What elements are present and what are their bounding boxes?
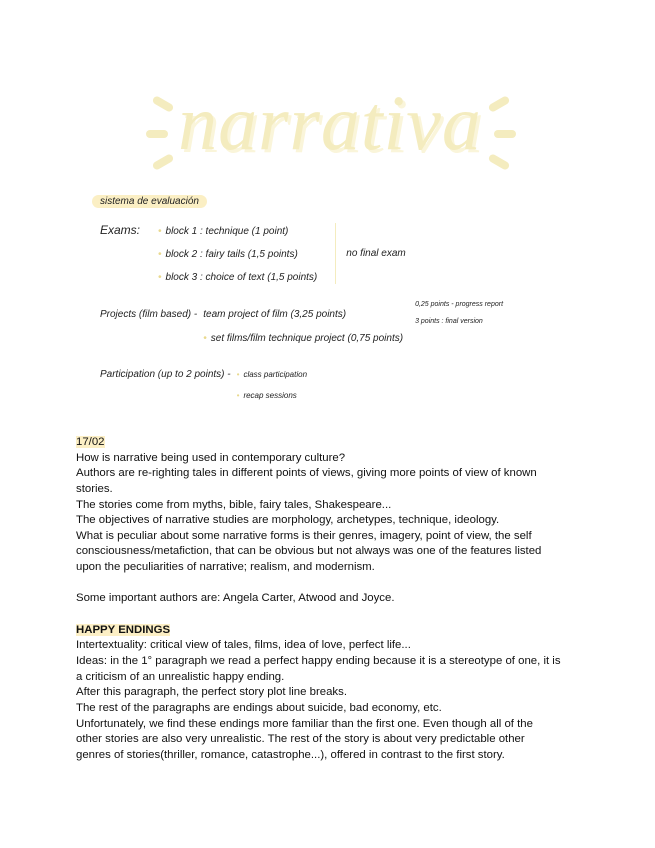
participation-item: • recap sessions xyxy=(236,391,297,400)
project-note: 0,25 points - progress report xyxy=(415,301,504,308)
text-line: What is peculiar about some narrative forms is their genres, imagery, point of view, the self xyxy=(76,529,532,542)
projects-list xyxy=(203,308,403,345)
text-line: The stories come from myths, bible, fairy tales, Shakespeare... xyxy=(76,498,392,511)
exams-list xyxy=(158,223,317,284)
authors-line: Some important authors are: Angela Carter, Atwood and Joyce. xyxy=(76,592,395,605)
text-line: Intertextuality: critical view of tales, films, idea of love, perfect life... xyxy=(76,639,411,652)
participation-row xyxy=(100,368,307,401)
participation-item: • class participation xyxy=(236,370,308,379)
project-note: 3 points : final version xyxy=(415,318,483,325)
text-line: Ideas: in the 1° paragraph we read a perfect happy ending because it is a stereotype of one, it is xyxy=(76,654,561,667)
exam-item: • block 3 : choice of text (1,5 points) xyxy=(158,272,318,283)
exams-row xyxy=(100,223,406,284)
evaluation-heading: sistema de evaluación xyxy=(92,195,207,208)
text-line: other stories are also very unrealistic. The rest of the story is about very predictable other xyxy=(76,733,525,746)
exam-item: • block 2 : fairy tails (1,5 points) xyxy=(158,249,298,260)
participation-label: Participation (up to 2 points) - xyxy=(100,369,231,380)
projects-row xyxy=(100,300,503,345)
exams-note: no final exam xyxy=(346,248,406,259)
text-line: Authors are re-righting tales in different points of views, giving more points of view of known xyxy=(76,467,537,480)
exam-item: • block 1 : technique (1 point) xyxy=(158,226,289,237)
page-title: narrativa xyxy=(178,79,482,166)
text-line: Unfortunately, we find these endings more familiar than the first one. Even though all of the xyxy=(76,717,533,730)
blank-line xyxy=(76,576,596,592)
date: 17/02 xyxy=(76,436,105,448)
project-item: team project of film (3,25 points) xyxy=(203,309,347,320)
text-line: The rest of the paragraphs are endings about suicide, bad economy, etc. xyxy=(76,701,442,714)
section-heading-line xyxy=(76,623,596,639)
exams-label: Exams: xyxy=(100,223,141,237)
text-line: How is narrative being used in contemporary culture? xyxy=(76,451,346,464)
project-notes xyxy=(415,300,503,326)
text-line: a criticism of an unrealistic happy ending. xyxy=(76,670,285,683)
text-line: upon the peculiarities of narrative; realism, and modernism. xyxy=(76,561,375,574)
participation-list xyxy=(237,368,307,401)
date-line xyxy=(76,435,596,451)
typed-notes xyxy=(76,435,596,763)
text-line: consciousness/metafiction, that can be obvious but not always was one of the features listed xyxy=(76,545,542,558)
project-main xyxy=(203,308,403,321)
text-line: genres of stories(thriller, romance, catastrophe...), offered in contrast to the first story. xyxy=(76,748,505,761)
projects-label: Projects (film based) - xyxy=(100,309,198,320)
text-line: After this paragraph, the perfect story plot line breaks. xyxy=(76,686,347,699)
blank-line xyxy=(76,607,596,623)
text-line: stories. xyxy=(76,482,113,495)
text-line: The objectives of narrative studies are morphology, archetypes, technique, ideology. xyxy=(76,514,500,527)
brace xyxy=(335,223,336,284)
section-heading: HAPPY ENDINGS xyxy=(76,623,171,636)
project-item: • set films/film technique project (0,75 points) xyxy=(203,333,404,344)
